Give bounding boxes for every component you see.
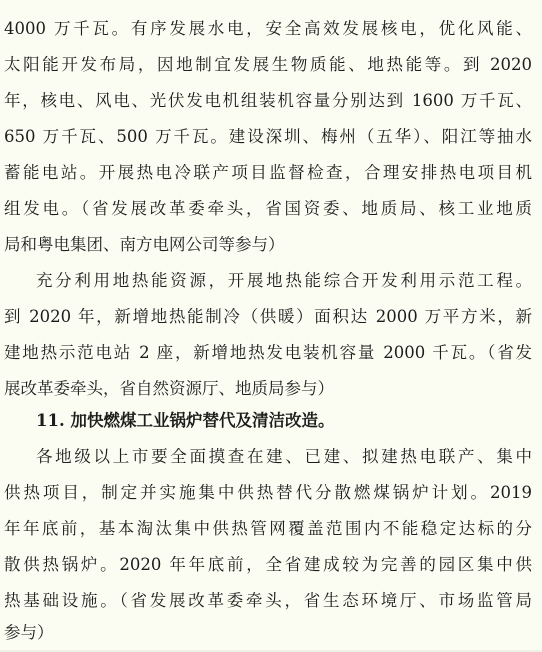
paragraph-first-line: 充分利用地热能资源，开展地热能综合开发利用示范工程。 (36, 271, 532, 290)
paragraph-line: 展改革委牵头，省自然资源厅、地质局参与） (4, 379, 334, 398)
paragraph-line: 年，核电、风电、光伏发电机组装机容量分别达到 1600 万千瓦、 (4, 91, 532, 110)
paragraph-line: 蓄能电站。开展热电冷联产项目监督检查，合理安排热电项目机 (4, 163, 532, 182)
paragraph-line: 到 2020 年，新增地热能制冷（供暖）面积达 2000 万平方米，新 (4, 307, 532, 326)
paragraph-line: 650 万千瓦、500 万千瓦。建设深圳、梅州（五华）、阳江等抽水 (4, 127, 532, 146)
paragraph-line: 局和粤电集团、南方电网公司等参与） (4, 235, 285, 254)
paragraph-line: 4000 万千瓦。有序发展水电，安全高效发展核电，优化风能、 (4, 19, 532, 38)
paragraph-line: 供热项目，制定并实施集中供热替代分散燃煤锅炉计划。2019 (4, 483, 532, 502)
paragraph-line: 参与） (4, 623, 54, 642)
paragraph-line: 建地热示范电站 2 座，新增地热发电装机容量 2000 千瓦。（省发 (4, 343, 532, 362)
paragraph-line: 年年底前，基本淘汰集中供热管网覆盖范围内不能稳定达标的分 (4, 519, 532, 538)
paragraph-line: 热基础设施。（省发展改革委牵头，省生态环境厅、市场监管局 (4, 591, 532, 610)
paragraph-line: 组发电。（省发展改革委牵头，省国资委、地质局、核工业地质 (4, 199, 532, 218)
section-heading: 11. 加快燃煤工业锅炉替代及清洁改造。 (36, 411, 335, 430)
paragraph-line: 太阳能开发布局，因地制宜发展生物质能、地热能等。到 2020 (4, 55, 532, 74)
paragraph-line: 散供热锅炉。2020 年年底前，全省建成较为完善的园区集中供 (4, 555, 532, 574)
paragraph-first-line: 各地级以上市要全面摸查在建、已建、拟建热电联产、集中 (36, 447, 532, 466)
